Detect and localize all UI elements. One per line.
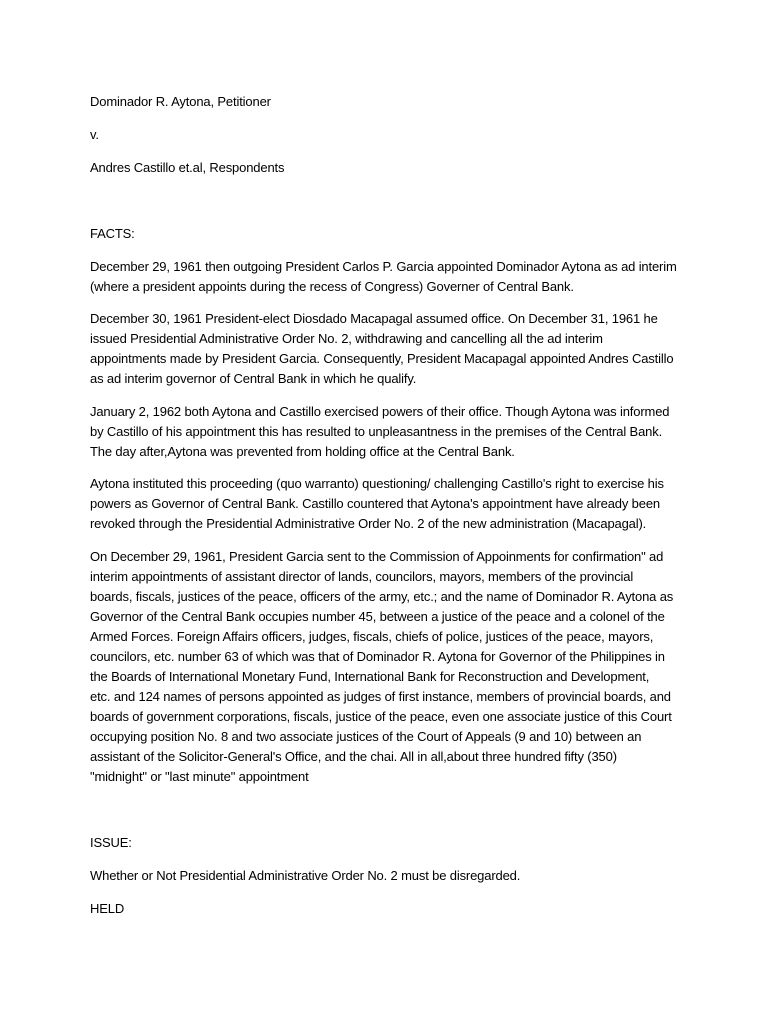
facts-paragraph-4 (90, 474, 690, 534)
text-line: Governor of the Central Bank occupies number 45, between a justice of the peace and a colonel of the (90, 609, 665, 624)
petitioner-line: Dominador R. Aytona, Petitioner (90, 94, 271, 109)
text-line: councilors, etc. number 63 of which was that of Dominador R. Aytona for Governor of the Philippines in (90, 649, 665, 664)
text-line: December 30, 1961 President-elect Diosdado Macapagal assumed office. On December 31, 1961 he (90, 311, 658, 326)
text-line: issued Presidential Administrative Order No. 2, withdrawing and cancelling all the ad interim (90, 331, 603, 346)
text-line: interim appointments of assistant director of lands, councilors, mayors, members of the provincial (90, 569, 634, 584)
facts-paragraph-1 (90, 257, 690, 297)
text-line: by Castillo of his appointment this has resulted to unpleasantness in the premises of the Central Bank. (90, 424, 663, 439)
text-line: "midnight" or "last minute" appointment (90, 769, 309, 784)
facts-paragraph-3 (90, 402, 690, 462)
facts-heading: FACTS: (90, 226, 135, 241)
text-line: revoked through the Presidential Administrative Order No. 2 of the new administration (Macapagal). (90, 516, 647, 531)
facts-paragraph-5 (90, 547, 690, 787)
versus-line: v. (90, 127, 99, 142)
text-line: as ad interim governor of Central Bank in which he qualify. (90, 371, 417, 386)
text-line: Aytona instituted this proceeding (quo warranto) questioning/ challenging Castillo's right to exercise his (90, 476, 664, 491)
facts-paragraph-2 (90, 309, 690, 389)
issue-heading: ISSUE: (90, 835, 132, 850)
respondents-line: Andres Castillo et.al, Respondents (90, 160, 285, 175)
text-line: occupying position No. 8 and two associate justices of the Court of Appeals (9 and 10) between an (90, 729, 642, 744)
text-line: assistant of the Solicitor-General's Office, and the chai. All in all,about three hundred fifty (350) (90, 749, 617, 764)
text-line: appointments made by President Garcia. Consequently, President Macapagal appointed Andres Castillo (90, 351, 674, 366)
text-line: On December 29, 1961, President Garcia sent to the Commission of Appoinments for confirmation" ad (90, 549, 664, 564)
issue-text: Whether or Not Presidential Administrative Order No. 2 must be disregarded. (90, 868, 521, 883)
text-line: January 2, 1962 both Aytona and Castillo exercised powers of their office. Though Aytona was informed (90, 404, 670, 419)
text-line: powers as Governor of Central Bank. Castillo countered that Aytona's appointment have already been (90, 496, 661, 511)
text-line: boards of government corporations, fiscals, justice of the peace, even one associate justice of this Court (90, 709, 672, 724)
text-line: (where a president appoints during the recess of Congress) Governer of Central Bank. (90, 279, 574, 294)
text-line: Armed Forces. Foreign Affairs officers, judges, fiscals, chiefs of police, justices of the peace, mayors, (90, 629, 654, 644)
text-line: The day after,Aytona was prevented from holding office at the Central Bank. (90, 444, 515, 459)
held-heading: HELD (90, 901, 125, 916)
text-line: etc. and 124 names of persons appointed as judges of first instance, members of provincial boards, and (90, 689, 671, 704)
text-line: December 29, 1961 then outgoing President Carlos P. Garcia appointed Dominador Aytona as ad interim (90, 259, 677, 274)
text-line: the Boards of International Monetary Fund, International Bank for Reconstruction and Development, (90, 669, 650, 684)
text-line: boards, fiscals, justices of the peace, officers of the army, etc.; and the name of Dominador R. Aytona as (90, 589, 674, 604)
